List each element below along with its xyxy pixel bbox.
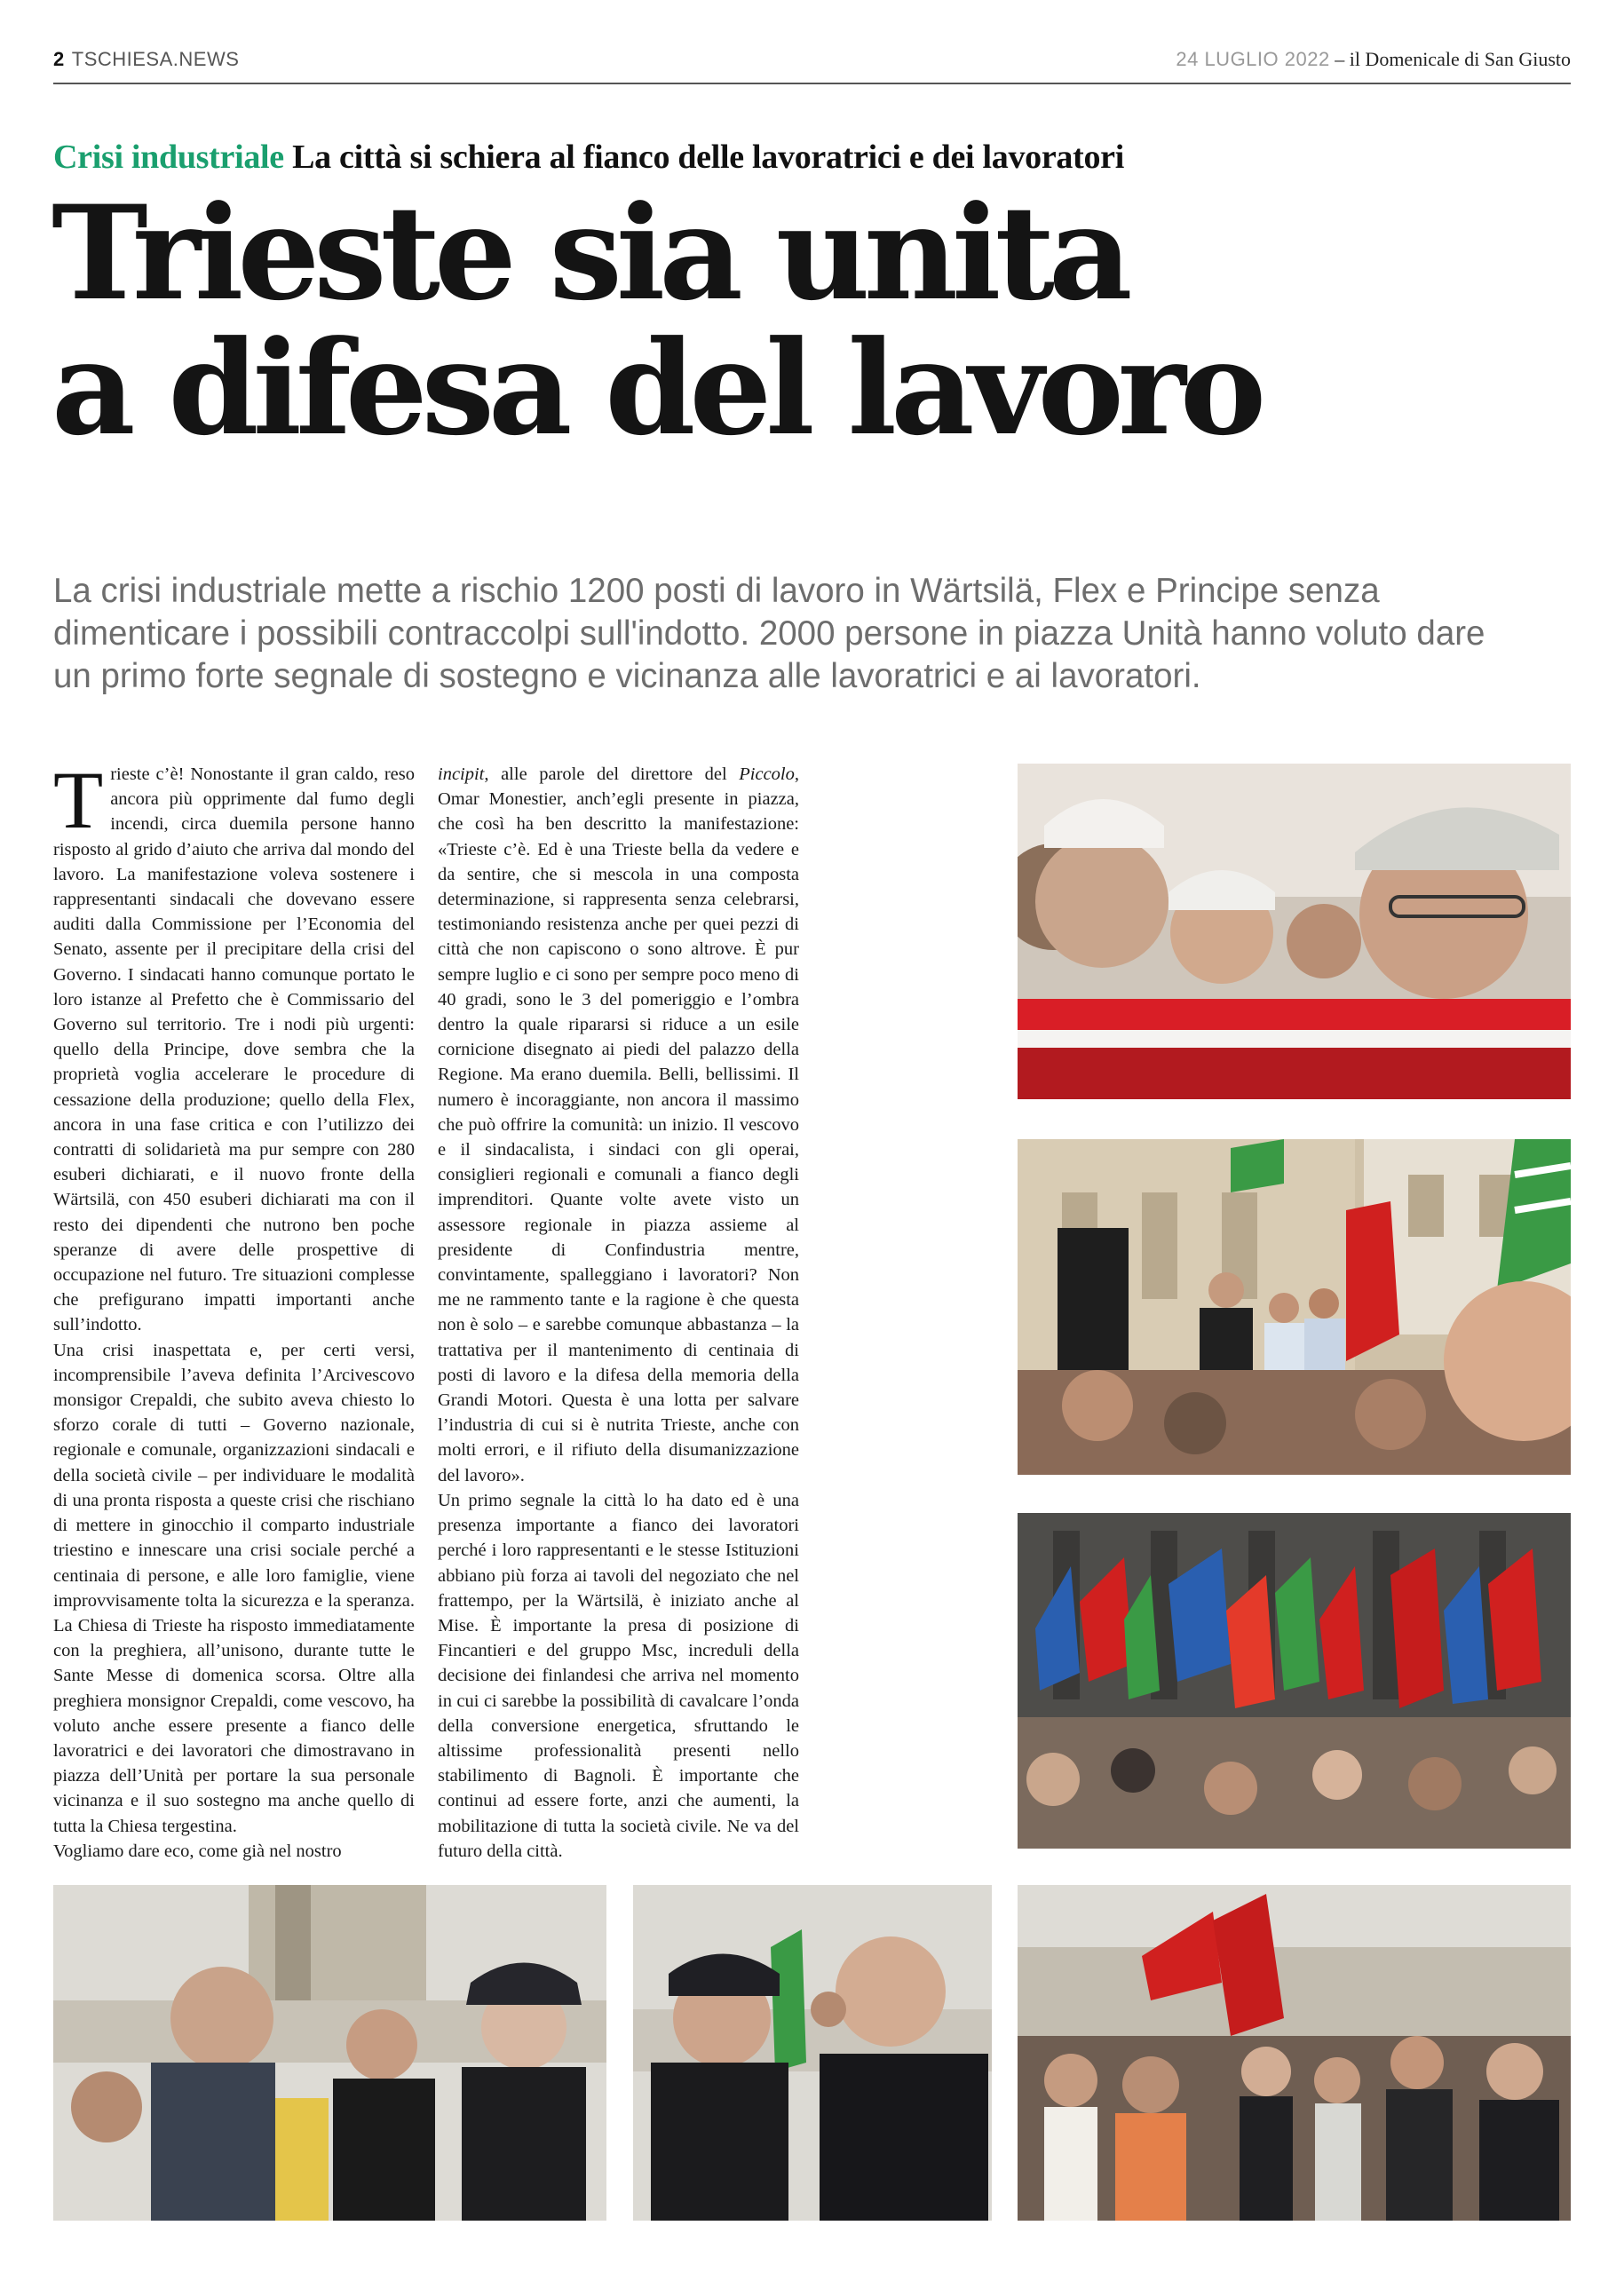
article-paragraph: Una crisi inaspettata e, per certi versi, incomprensibile l’aveva definita l’Arcivescovo monsigor Crepaldi, che subito aveva chiesto lo sforzo corale di tutti – Governo nazionale, regionale e comunale, organizzazioni sindacali e della società civile – per individuare le modalità di una pronta risposta a queste crisi che rischiano di mettere in ginocchio il comparto industriale triestino e innescare una crisi sociale perché a centinaia di persone, e alle loro famiglie, viene improvvisamente tolta la sicurezza e la speranza. La Chiesa di Trieste ha risposto immediatamente con la preghiera, all’unisono, durante tutte le Sante Messe di domenica scorsa. Oltre alla preghiera monsignor Crepaldi, come vescovo, ha voluto anche essere presente a fianco delle lavoratrici e dei lavoratori che dimostravano in piazza dell’Unità per portare la sua personale vicinanza e il suo sostegno ma anche quello di tutta la Chiesa tergestina. <box>53 1340 415 1836</box>
photo-demonstrators-closeup <box>1018 764 1571 1099</box>
article-column-1 <box>53 755 415 1864</box>
headline-line-1: Trieste sia unita <box>51 178 1127 329</box>
headline <box>51 178 1261 464</box>
publication-name: il Domenicale di San Giusto <box>1349 48 1571 70</box>
article-paragraph: Un primo segnale la città lo ha dato ed è una presenza importante a fianco dei lavoratori perché i loro rappresentanti e le stesse Istituzioni abbiano più forza ai tavoli del negoziato che nel frattempo, per la Wärtsilä, è iniziato anche al Mise. È importante la presa di posizione di Fincantieri e del gruppo Msc, increduli della decisione dei finlandesi che arriva nel momento in cui ci sarebbe la possibilità di cavalcare l’onda della conversione energetica, sfruttando le altissime professionalità presenti nello stabilimento di Bagnoli. È importante che continui ad essere forte, anzi che aumenti, la mobilitazione di tutta la società civile. Ne va del futuro della città. <box>438 1490 799 1861</box>
paragraph-text: , alle parole del direttore del <box>484 764 740 784</box>
drop-cap: T <box>53 755 104 845</box>
kicker <box>53 138 1124 177</box>
article-paragraph <box>53 755 415 1338</box>
page-header-left <box>53 48 239 71</box>
kicker-section: Crisi industriale <box>53 139 284 176</box>
kicker-text: La città si schiera al fianco delle lavoratrici e dei lavoratori <box>292 139 1124 176</box>
headline-line-2: a difesa del lavoro <box>51 313 1261 464</box>
article-paragraph <box>438 762 799 1488</box>
page-number: 2 <box>53 48 65 70</box>
article-paragraph: Vogliamo dare eco, come già nel nostro <box>53 1841 342 1861</box>
newspaper-name: Piccolo <box>739 764 795 784</box>
page-header-right <box>1176 48 1571 71</box>
photo-speaker-on-stage <box>1018 1139 1571 1475</box>
paragraph-text: , Omar Monestier, anch’egli presente in piazza, che così ha ben descritto la manifestazione: «Trieste c’è. Ed è una Trieste bella da vedere e da sentire, che si mescola in una composta determinazione, si rappresenta senza celebrarsi, testimoniando resistenza anche per quei pezzi di città che non capiscono o sono altrove. È pur sempre luglio e ci sono per sempre poco meno di 40 gradi, sono le 3 del pomeriggio e l’ombra dentro la quale ripararsi si riduce a un esile cornicione disegnato ai piedi del palazzo della Regione. Ma erano duemila. Belli, bellissimi. Il numero è incoraggiante, non ancora il massimo che può offrire la comunità: un inizio. Il vescovo e il sindacalista, i sindaci con gli operai, consiglieri regionali e comunali a fianco degli imprenditori. Quante volte avete visto un assessore regionale in piazza assieme al presidente di Confindustria mentre, convintamente, spalleggiano i lavoratori? Non me ne rammento tante e la ragione è che questa non è solo – e sarebbe comunque abbastanza – la trattativa per il mantenimento di centinaia di posti di lavoro e la difesa della memoria della Grandi Motori. Questa è una lotta per salvare l’industria di cui si è nutrita Trieste, anche con molti errori, e il rifiuto della disumanizzazione del lavoro». <box>438 764 799 1485</box>
header-separator: – <box>1329 48 1350 70</box>
photo-crowd-with-flags <box>1018 1885 1571 2221</box>
article-column-2 <box>438 762 799 1864</box>
site-name[interactable]: TSCHIESA.NEWS <box>71 48 240 70</box>
photo-bishop-conversation <box>53 1885 606 2221</box>
lead-paragraph: La crisi industriale mette a rischio 1200 posti di lavoro in Wärtsilä, Flex e Principe senza dimenticare i possibili contraccolpi sull'indotto. 2000 persone in piazza Unità hanno voluto dare un primo forte segnale di sostegno e vicinanza alle lavoratrici e ai lavoratori. <box>53 572 1485 695</box>
issue-date: 24 LUGLIO 2022 <box>1176 48 1330 70</box>
header-rule <box>53 83 1571 84</box>
italic-term: incipit <box>438 764 485 784</box>
photo-flags-square <box>1018 1513 1571 1849</box>
paragraph-text: rieste c’è! Nonostante il gran caldo, reso ancora più opprimente dal fumo degli incendi, circa duemila persone hanno risposto al grido d’aiuto che arriva dal mondo del lavoro. La manifestazione voleva sostenere i rappresentanti sindacali che dovevano essere auditi dalla Commissione per l’Economia del Senato, assente per il precipitare della crisi del Governo. I sindacati hanno comunque portato le loro istanze al Prefetto che è Commissario del Governo sul territorio. Tre i nodi più urgenti: quello della Principe, dove sembra che la proprietà voglia accelerare le procedure di cessazione della produzione; quello della Flex, ancora in una fase critica e con l’utilizzo dei contratti di solidarietà ma pur sempre con 280 esuberi dichiarati, e il nuovo fronte della Wärtsilä, con 450 esuberi dichiarati ma con il resto dei dipendenti che nutrono ben poche speranze di avere delle prospettive di occupazione nel futuro. Tre situazioni complesse che prefigurano impatti importanti anche sull’indotto. <box>53 764 415 1335</box>
photo-bishop-and-worker <box>633 1885 992 2221</box>
